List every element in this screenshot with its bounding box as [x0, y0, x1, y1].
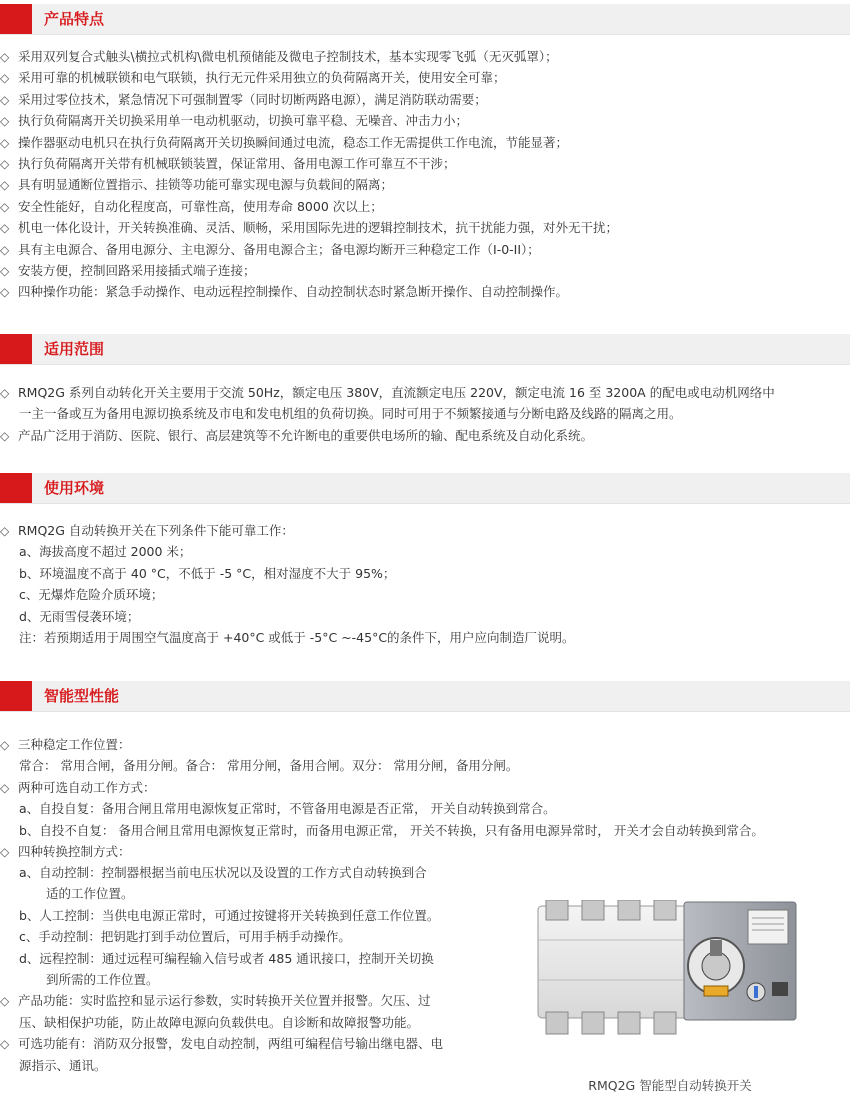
diamond-icon: ◇ — [0, 178, 10, 193]
list-item: ◇ 执行负荷隔离开关带有机械联锁装置，保证常用、备用电源工作可靠互不干涉； — [0, 153, 850, 174]
condition-item: c、无爆炸危险介质环境； — [19, 587, 164, 603]
list-item: ◇ 产品广泛用于消防、医院、银行、高层建筑等不允许断电的重要供电场所的输、配电系统及自动化系统。 — [0, 425, 850, 446]
list-item: ◇ RMQ2G 自动转换开关在下列条件下能可靠工作： — [0, 520, 850, 541]
states-line: 常合： 常用合闸，备用分闸。备合： 常用分闸，备用合闸。双分： 常用分闸，备用分闸。 — [19, 758, 519, 774]
diamond-icon: ◇ — [0, 524, 10, 538]
environment-list — [0, 520, 850, 648]
section-title: 使用环境 — [44, 479, 105, 497]
list-item: ◇ 安装方便，控制回路采用接插式端子连接； — [0, 260, 850, 281]
accent-bar — [0, 473, 32, 503]
list-item: ◇ 操作器驱动电机只在执行负荷隔离开关切换瞬间通过电流，稳态工作无需提供工作电流，节能显著； — [0, 132, 850, 153]
diamond-icon: ◇ — [0, 780, 10, 795]
control-item-continuation: 到所需的工作位置。 — [46, 971, 159, 987]
diamond-icon: ◇ — [0, 428, 10, 443]
diamond-icon: ◇ — [0, 199, 10, 214]
list-item: ◇ 四种操作功能：紧急手动操作、电动远程控制操作、自动控制状态时紧急断开操作、自动控制操作。 — [0, 281, 850, 302]
control-item: d、远程控制：通过远程可编程输入信号或者 485 通讯接口，控制开关切换 — [19, 950, 434, 966]
mode-item: a、自投自复：备用合闸且常用电源恢复正常时，不管备用电源是否正常， 开关自动转换到常合。 — [19, 801, 556, 817]
smart-list-bottom — [0, 862, 500, 1076]
list-item: ◇ 两种可选自动工作方式： — [0, 777, 850, 798]
condition-item: b、环境温度不高于 40 °C，不低于 -5 °C，相对湿度不大于 95%； — [19, 565, 396, 581]
control-item: c、手动控制：把钥匙打到手动位置后，可用手柄手动操作。 — [19, 929, 351, 945]
list-item: ◇ 四种转换控制方式： — [0, 841, 850, 862]
list-item: ◇ 机电一体化设计，开关转换准确、灵活、顺畅，采用国际先进的逻辑控制技术，抗干扰能力强，对外无干扰； — [0, 217, 850, 238]
diamond-icon: ◇ — [0, 738, 10, 752]
diamond-icon: ◇ — [0, 285, 10, 300]
scope-list — [0, 382, 850, 446]
diamond-icon: ◇ — [0, 71, 10, 86]
condition-item: a、海拔高度不超过 2000 米； — [19, 544, 192, 560]
control-item: b、人工控制：当供电电源正常时，可通过按键将开关转换到任意工作位置。 — [19, 907, 440, 923]
section-header-features — [0, 4, 850, 35]
control-item: a、自动控制：控制器根据当前电压状况以及设置的工作方式自动转换到合 — [19, 865, 427, 880]
list-item: ◇ 具有明显通断位置指示、挂锁等功能可靠实现电源与负载间的隔离； — [0, 174, 850, 195]
product-caption: RMQ2G 智能型自动转换开关 — [588, 1078, 752, 1093]
list-item: ◇ RMQ2G 系列自动转化开关主要用于交流 50Hz，额定电压 380V，直流额定电压 220V，额定电流 16 至 3200A 的配电或电动机网络中 — [0, 382, 850, 403]
list-item: ◇ 具有主电源合、备用电源分、主电源分、备用电源合主；备电源均断开三种稳定工作（I-0-II）； — [0, 239, 850, 260]
list-item: ◇ 可选功能有：消防双分报警，发电自动控制，两组可编程信号输出继电器、电 — [0, 1033, 500, 1054]
list-item: ◇ 安全性能好，自动化程度高，可靠性高，使用寿命 8000 次以上； — [0, 196, 850, 217]
diamond-icon: ◇ — [0, 92, 10, 107]
diamond-icon: ◇ — [0, 50, 10, 64]
accent-bar — [0, 4, 32, 34]
mode-item: b、自投不自复： 备用合闸且常用电源恢复正常时，而备用电源正常， 开关不转换，只有备用电源异常时， 开关才会自动转换到常合。 — [19, 822, 764, 838]
accent-bar — [0, 334, 32, 364]
section-title: 产品特点 — [44, 10, 105, 28]
diamond-icon: ◇ — [0, 135, 10, 150]
list-item: ◇ 采用双列复合式触头\横拉式机构\微电机预储能及微电子控制技术，基本实现零飞弧（无灭弧罩）； — [0, 46, 850, 67]
diamond-icon: ◇ — [0, 386, 10, 400]
section-title: 适用范围 — [44, 340, 105, 358]
accent-bar — [0, 681, 32, 711]
section-header-smart — [0, 681, 850, 712]
diamond-icon: ◇ — [0, 263, 10, 278]
control-item-continuation: 适的工作位置。 — [46, 886, 134, 902]
switch-illustration — [534, 900, 804, 1040]
list-item: ◇ 三种稳定工作位置： — [0, 734, 850, 755]
condition-item: d、无雨雪侵袭环境； — [19, 608, 140, 624]
product-image — [534, 900, 804, 1040]
diamond-icon: ◇ — [0, 221, 10, 236]
diamond-icon: ◇ — [0, 242, 10, 257]
list-item-continuation: 源指示、通讯。 — [19, 1057, 107, 1073]
diamond-icon: ◇ — [0, 114, 10, 129]
list-item: ◇ 产品功能：实时监控和显示运行参数，实时转换开关位置并报警。欠压、过 — [0, 990, 500, 1011]
section-title: 智能型性能 — [44, 687, 120, 705]
diamond-icon: ◇ — [0, 156, 10, 171]
list-item: ◇ 采用可靠的机械联锁和电气联锁，执行无元件采用独立的负荷隔离开关，使用安全可靠； — [0, 67, 850, 88]
diamond-icon: ◇ — [0, 1037, 10, 1052]
features-list — [0, 46, 850, 303]
list-item-continuation: 一主一备或互为备用电源切换系统及市电和发电机组的负荷切换。同时可用于不频繁接通与分断电路及线路的隔离之用。 — [19, 406, 682, 422]
smart-list-top — [0, 734, 850, 862]
diamond-icon: ◇ — [0, 994, 10, 1009]
condition-note: 注：若预期适用于周围空气温度高于 +40°C 或低于 -5°C ~-45°C的条件下，用户应向制造厂说明。 — [19, 629, 575, 645]
section-header-scope — [0, 334, 850, 365]
section-header-environment — [0, 473, 850, 504]
list-item-continuation: 压、缺相保护功能，防止故障电源向负载供电。自诊断和故障报警功能。 — [19, 1014, 420, 1030]
diamond-icon: ◇ — [0, 844, 10, 859]
list-item: ◇ 采用过零位技术，紧急情况下可强制置零（同时切断两路电源），满足消防联动需要； — [0, 89, 850, 110]
list-item: ◇ 执行负荷隔离开关切换采用单一电动机驱动，切换可靠平稳、无噪音、冲击力小； — [0, 110, 850, 131]
